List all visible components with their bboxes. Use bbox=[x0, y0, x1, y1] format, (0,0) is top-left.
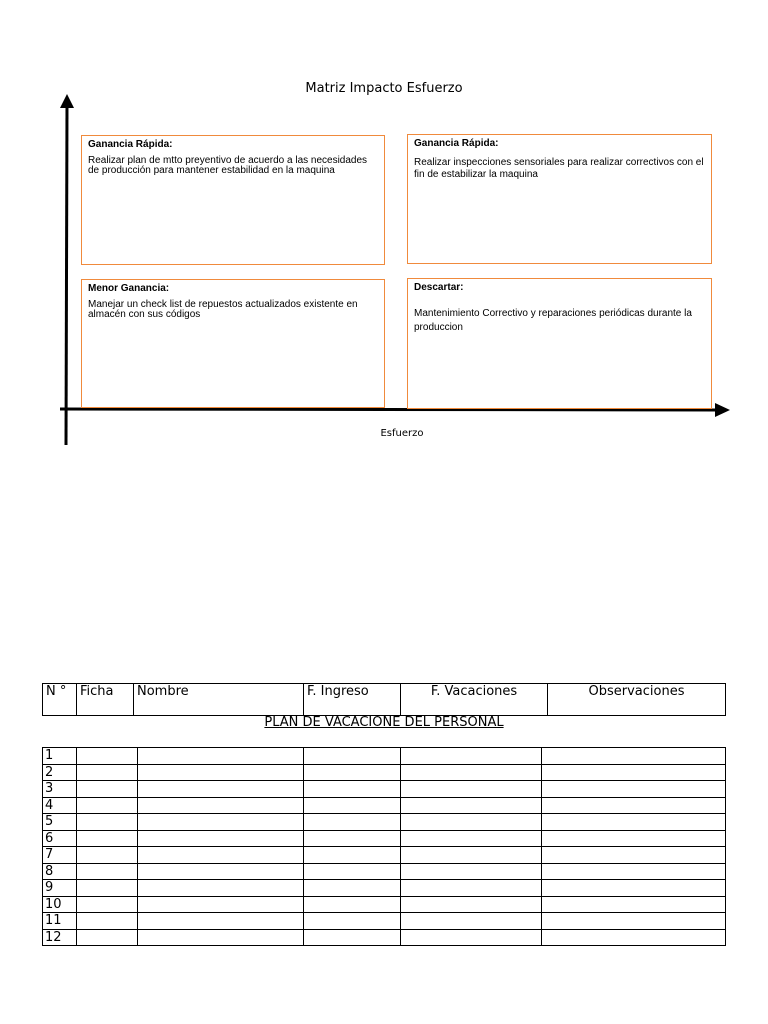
table-cell bbox=[138, 797, 304, 814]
table-cell bbox=[77, 847, 138, 864]
quadrant-heading: Ganancia Rápida: bbox=[88, 139, 173, 150]
table-cell bbox=[542, 863, 726, 880]
table-row bbox=[43, 896, 726, 913]
row-number: 4 bbox=[43, 797, 77, 814]
header-ficha: Ficha bbox=[77, 684, 134, 716]
table-row bbox=[43, 913, 726, 930]
table-cell bbox=[138, 814, 304, 831]
table-cell bbox=[401, 764, 542, 781]
table-row bbox=[43, 748, 726, 765]
quadrant-discard bbox=[407, 278, 712, 409]
table-cell bbox=[77, 764, 138, 781]
quadrant-quick-win-2 bbox=[407, 134, 712, 264]
quadrant-text: Mantenimiento Correctivo y reparaciones periódicas durante la produccion bbox=[414, 308, 692, 333]
table-row bbox=[43, 847, 726, 864]
y-axis-line bbox=[66, 104, 67, 445]
table-row bbox=[43, 863, 726, 880]
table-cell bbox=[304, 929, 401, 946]
table-cell bbox=[542, 830, 726, 847]
vacation-grid-table bbox=[42, 747, 726, 946]
table-cell bbox=[542, 797, 726, 814]
table-row bbox=[43, 781, 726, 798]
header-number: N ° bbox=[43, 684, 77, 716]
quadrant-text: Manejar un check list de repuestos actualizados existente en almacén con sus códigos bbox=[88, 299, 358, 320]
row-number: 7 bbox=[43, 847, 77, 864]
table-row bbox=[43, 797, 726, 814]
row-number: 9 bbox=[43, 880, 77, 897]
table-cell bbox=[304, 797, 401, 814]
table-cell bbox=[304, 863, 401, 880]
table-cell bbox=[77, 880, 138, 897]
quadrant-heading: Descartar: bbox=[414, 282, 464, 293]
quadrant-minor-gain bbox=[81, 279, 385, 408]
table-cell bbox=[304, 781, 401, 798]
table-cell bbox=[542, 929, 726, 946]
table-cell bbox=[542, 814, 726, 831]
table-row bbox=[43, 814, 726, 831]
row-number: 10 bbox=[43, 896, 77, 913]
table-row bbox=[43, 764, 726, 781]
table-cell bbox=[542, 847, 726, 864]
quadrant-quick-win-1 bbox=[81, 135, 385, 265]
table-cell bbox=[77, 797, 138, 814]
header-fecha-vacaciones: F. Vacaciones bbox=[401, 684, 548, 716]
table-cell bbox=[401, 847, 542, 864]
table-cell bbox=[401, 748, 542, 765]
header-nombre: Nombre bbox=[134, 684, 304, 716]
table-cell bbox=[138, 863, 304, 880]
table-cell bbox=[401, 896, 542, 913]
table-cell bbox=[138, 847, 304, 864]
table-cell bbox=[304, 913, 401, 930]
table-cell bbox=[304, 764, 401, 781]
table-cell bbox=[138, 748, 304, 765]
table-cell bbox=[401, 797, 542, 814]
table-cell bbox=[138, 880, 304, 897]
table-cell bbox=[304, 880, 401, 897]
table-cell bbox=[138, 764, 304, 781]
x-axis-arrowhead bbox=[715, 403, 730, 417]
table-cell bbox=[77, 781, 138, 798]
y-axis-arrowhead bbox=[60, 94, 74, 108]
table-cell bbox=[542, 748, 726, 765]
x-axis-line bbox=[60, 409, 718, 410]
table-cell bbox=[77, 863, 138, 880]
table-cell bbox=[304, 896, 401, 913]
table-cell bbox=[77, 913, 138, 930]
table-cell bbox=[401, 814, 542, 831]
header-observaciones: Observaciones bbox=[548, 684, 726, 716]
row-number: 12 bbox=[43, 929, 77, 946]
table-cell bbox=[542, 913, 726, 930]
quadrant-text: Realizar plan de mtto preyentivo de acuerdo a las necesidades de producción para mantener estabilidad en la maquina bbox=[88, 155, 368, 176]
table-cell bbox=[77, 814, 138, 831]
table-cell bbox=[138, 913, 304, 930]
row-number: 8 bbox=[43, 863, 77, 880]
quadrant-text: Realizar inspecciones sensoriales para realizar correctivos con el fin de estabilizar la maquina bbox=[414, 157, 704, 180]
row-number: 2 bbox=[43, 764, 77, 781]
vacation-header-table bbox=[42, 683, 726, 716]
quadrant-heading: Menor Ganancia: bbox=[88, 283, 170, 294]
table-cell bbox=[138, 830, 304, 847]
table-cell bbox=[401, 830, 542, 847]
row-number: 1 bbox=[43, 748, 77, 765]
table-cell bbox=[138, 781, 304, 798]
table-cell bbox=[401, 880, 542, 897]
table-cell bbox=[77, 830, 138, 847]
vacation-plan-title: PLAN DE VACACIONE DEL PERSONAL bbox=[264, 715, 504, 730]
table-cell bbox=[304, 748, 401, 765]
header-fecha-ingreso: F. Ingreso bbox=[304, 684, 401, 716]
table-cell bbox=[401, 781, 542, 798]
table-cell bbox=[77, 929, 138, 946]
table-cell bbox=[304, 847, 401, 864]
table-cell bbox=[542, 896, 726, 913]
table-cell bbox=[304, 830, 401, 847]
table-cell bbox=[401, 913, 542, 930]
table-cell bbox=[401, 929, 542, 946]
table-cell bbox=[77, 748, 138, 765]
matrix-title: Matriz Impacto Esfuerzo bbox=[305, 81, 463, 96]
table-cell bbox=[304, 814, 401, 831]
row-number: 6 bbox=[43, 830, 77, 847]
table-cell bbox=[401, 863, 542, 880]
row-number: 11 bbox=[43, 913, 77, 930]
x-axis-label: Esfuerzo bbox=[380, 428, 424, 439]
table-cell bbox=[138, 896, 304, 913]
table-row bbox=[43, 880, 726, 897]
row-number: 5 bbox=[43, 814, 77, 831]
table-cell bbox=[542, 781, 726, 798]
table-cell bbox=[77, 896, 138, 913]
table-cell bbox=[542, 764, 726, 781]
table-row bbox=[43, 929, 726, 946]
row-number: 3 bbox=[43, 781, 77, 798]
table-cell bbox=[542, 880, 726, 897]
table-cell bbox=[138, 929, 304, 946]
quadrant-heading: Ganancia Rápida: bbox=[414, 138, 499, 149]
table-row bbox=[43, 830, 726, 847]
